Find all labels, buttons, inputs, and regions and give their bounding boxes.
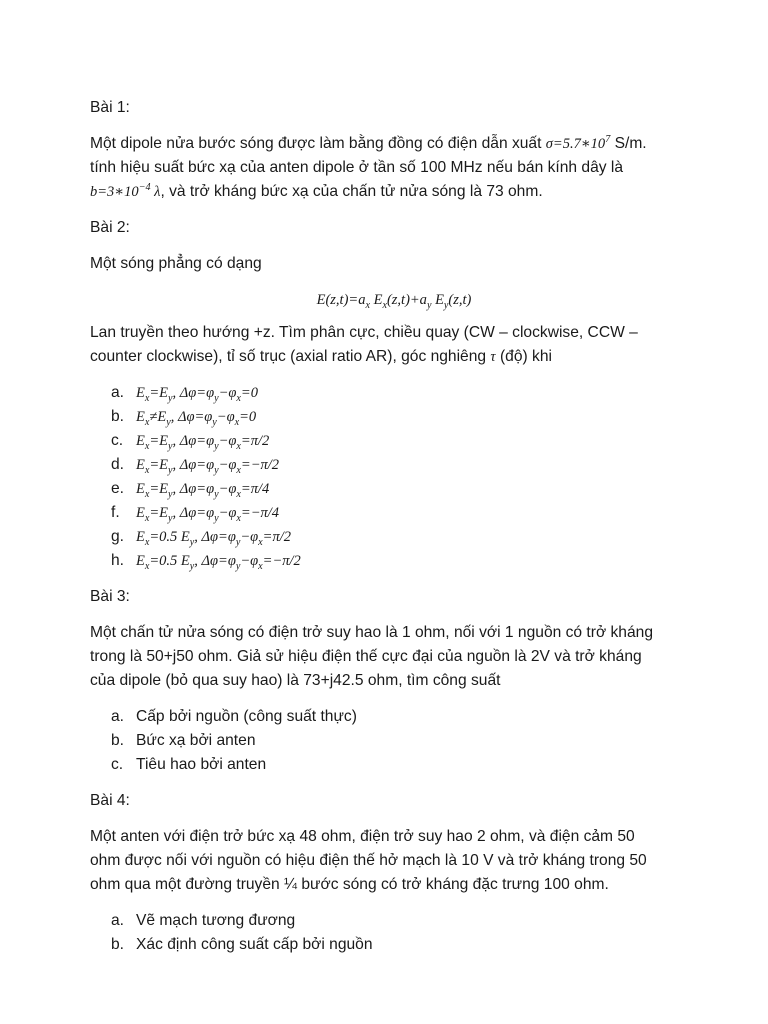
problem-2-heading: Bài 2: <box>90 219 130 236</box>
problem-4-text: Một anten với điện trở bức xạ 48 ohm, điện trở suy hao 2 ohm, và điện cảm 50 ohm được nối với nguồn có hiệu điện thế hở mạch là 10 V và trở kháng trong 50 ohm qua một đường truyền ¼ bước sóng có trở kháng đặc trưng 100 ohm. <box>90 828 647 893</box>
problem-1-line-3: , và trở kháng bức xạ của chấn tử nửa sóng là 73 ohm. <box>160 183 543 200</box>
list-item: b. $E_x\ne E_y$, $\Delta\varphi=\varphi_y-\varphi_x=0$ <box>111 408 257 428</box>
list-item: b. Xác định công suất cấp bởi nguồn <box>111 936 373 953</box>
problem-1-line-2: tính hiệu suất bức xạ của anten dipole ở tần số 100 MHz nếu bán kính dây là <box>90 159 624 176</box>
list-item: a. Cấp bởi nguồn (công suất thực) <box>111 708 357 725</box>
tau-symbol: τ <box>490 349 496 365</box>
list-item: b. Bức xạ bởi anten <box>111 732 256 749</box>
problem-4-items <box>90 909 690 957</box>
list-item: a. $E_x=E_y$, $\Delta\varphi=\varphi_y-\varphi_x=0$ <box>111 384 258 404</box>
unit-text: S/m. <box>610 135 647 152</box>
problem-2-intro: Một sóng phẳng có dạng <box>90 255 262 272</box>
problem-1-text <box>90 132 690 204</box>
list-item: g. $E_x=0.5$ $E_y$, $\Delta\varphi=\varphi_y-\varphi_x=\pi/2$ <box>111 528 292 548</box>
list-item: e. $E_x=E_y$, $\Delta\varphi=\varphi_y-\varphi_x=\pi/4$ <box>111 480 270 500</box>
problem-2-question: Lan truyền theo hướng +z. Tìm phân cực, chiều quay (CW – clockwise, CCW – counter clockwise), tỉ số trục (axial ratio AR), góc nghiêng τ (độ) khi <box>90 324 638 365</box>
sigma-formula: $\sigma=5.7∗10^7$ <box>545 134 611 152</box>
list-item: d. $E_x=E_y$, $\Delta\varphi=\varphi_y-\varphi_x=-\pi/2$ <box>111 456 280 476</box>
wave-equation: $E(z,t)=a_x$ $E_x(z,t)+a_y$ $E_y(z,t)$ <box>316 292 472 311</box>
problem-3-items <box>90 705 690 777</box>
problem-3-text: Một chấn tử nửa sóng có điện trở suy hao là 1 ohm, nối với 1 nguồn có trở kháng trong là 50+j50 ohm. Giả sử hiệu điện thế cực đại của nguồn là 2V và trở kháng của dipole (bỏ qua suy hao) là 73+j42.5 ohm, tìm công suất <box>90 624 653 689</box>
problem-3-heading: Bài 3: <box>90 588 130 605</box>
problem-2-cases <box>90 381 690 573</box>
problem-1-line-1: Một dipole nửa bước sóng được làm bằng đồng có điện dẫn xuất <box>90 135 546 152</box>
list-item: h. $E_x=0.5$ $E_y$, $\Delta\varphi=\varphi_y-\varphi_x=-\pi/2$ <box>111 552 301 572</box>
document-page <box>90 96 690 969</box>
radius-formula: $b=3∗10^{-4}$ λ <box>90 182 161 200</box>
list-item: f. $E_x=E_y$, $\Delta\varphi=\varphi_y-\varphi_x=-\pi/4$ <box>111 504 280 524</box>
problem-4-heading: Bài 4: <box>90 792 130 809</box>
problem-1-heading: Bài 1: <box>90 99 130 116</box>
list-item: c. $E_x=E_y$, $\Delta\varphi=\varphi_y-\varphi_x=\pi/2$ <box>111 432 270 452</box>
list-item: c. Tiêu hao bởi anten <box>111 756 267 773</box>
list-item: a. Vẽ mạch tương đương <box>111 912 296 929</box>
